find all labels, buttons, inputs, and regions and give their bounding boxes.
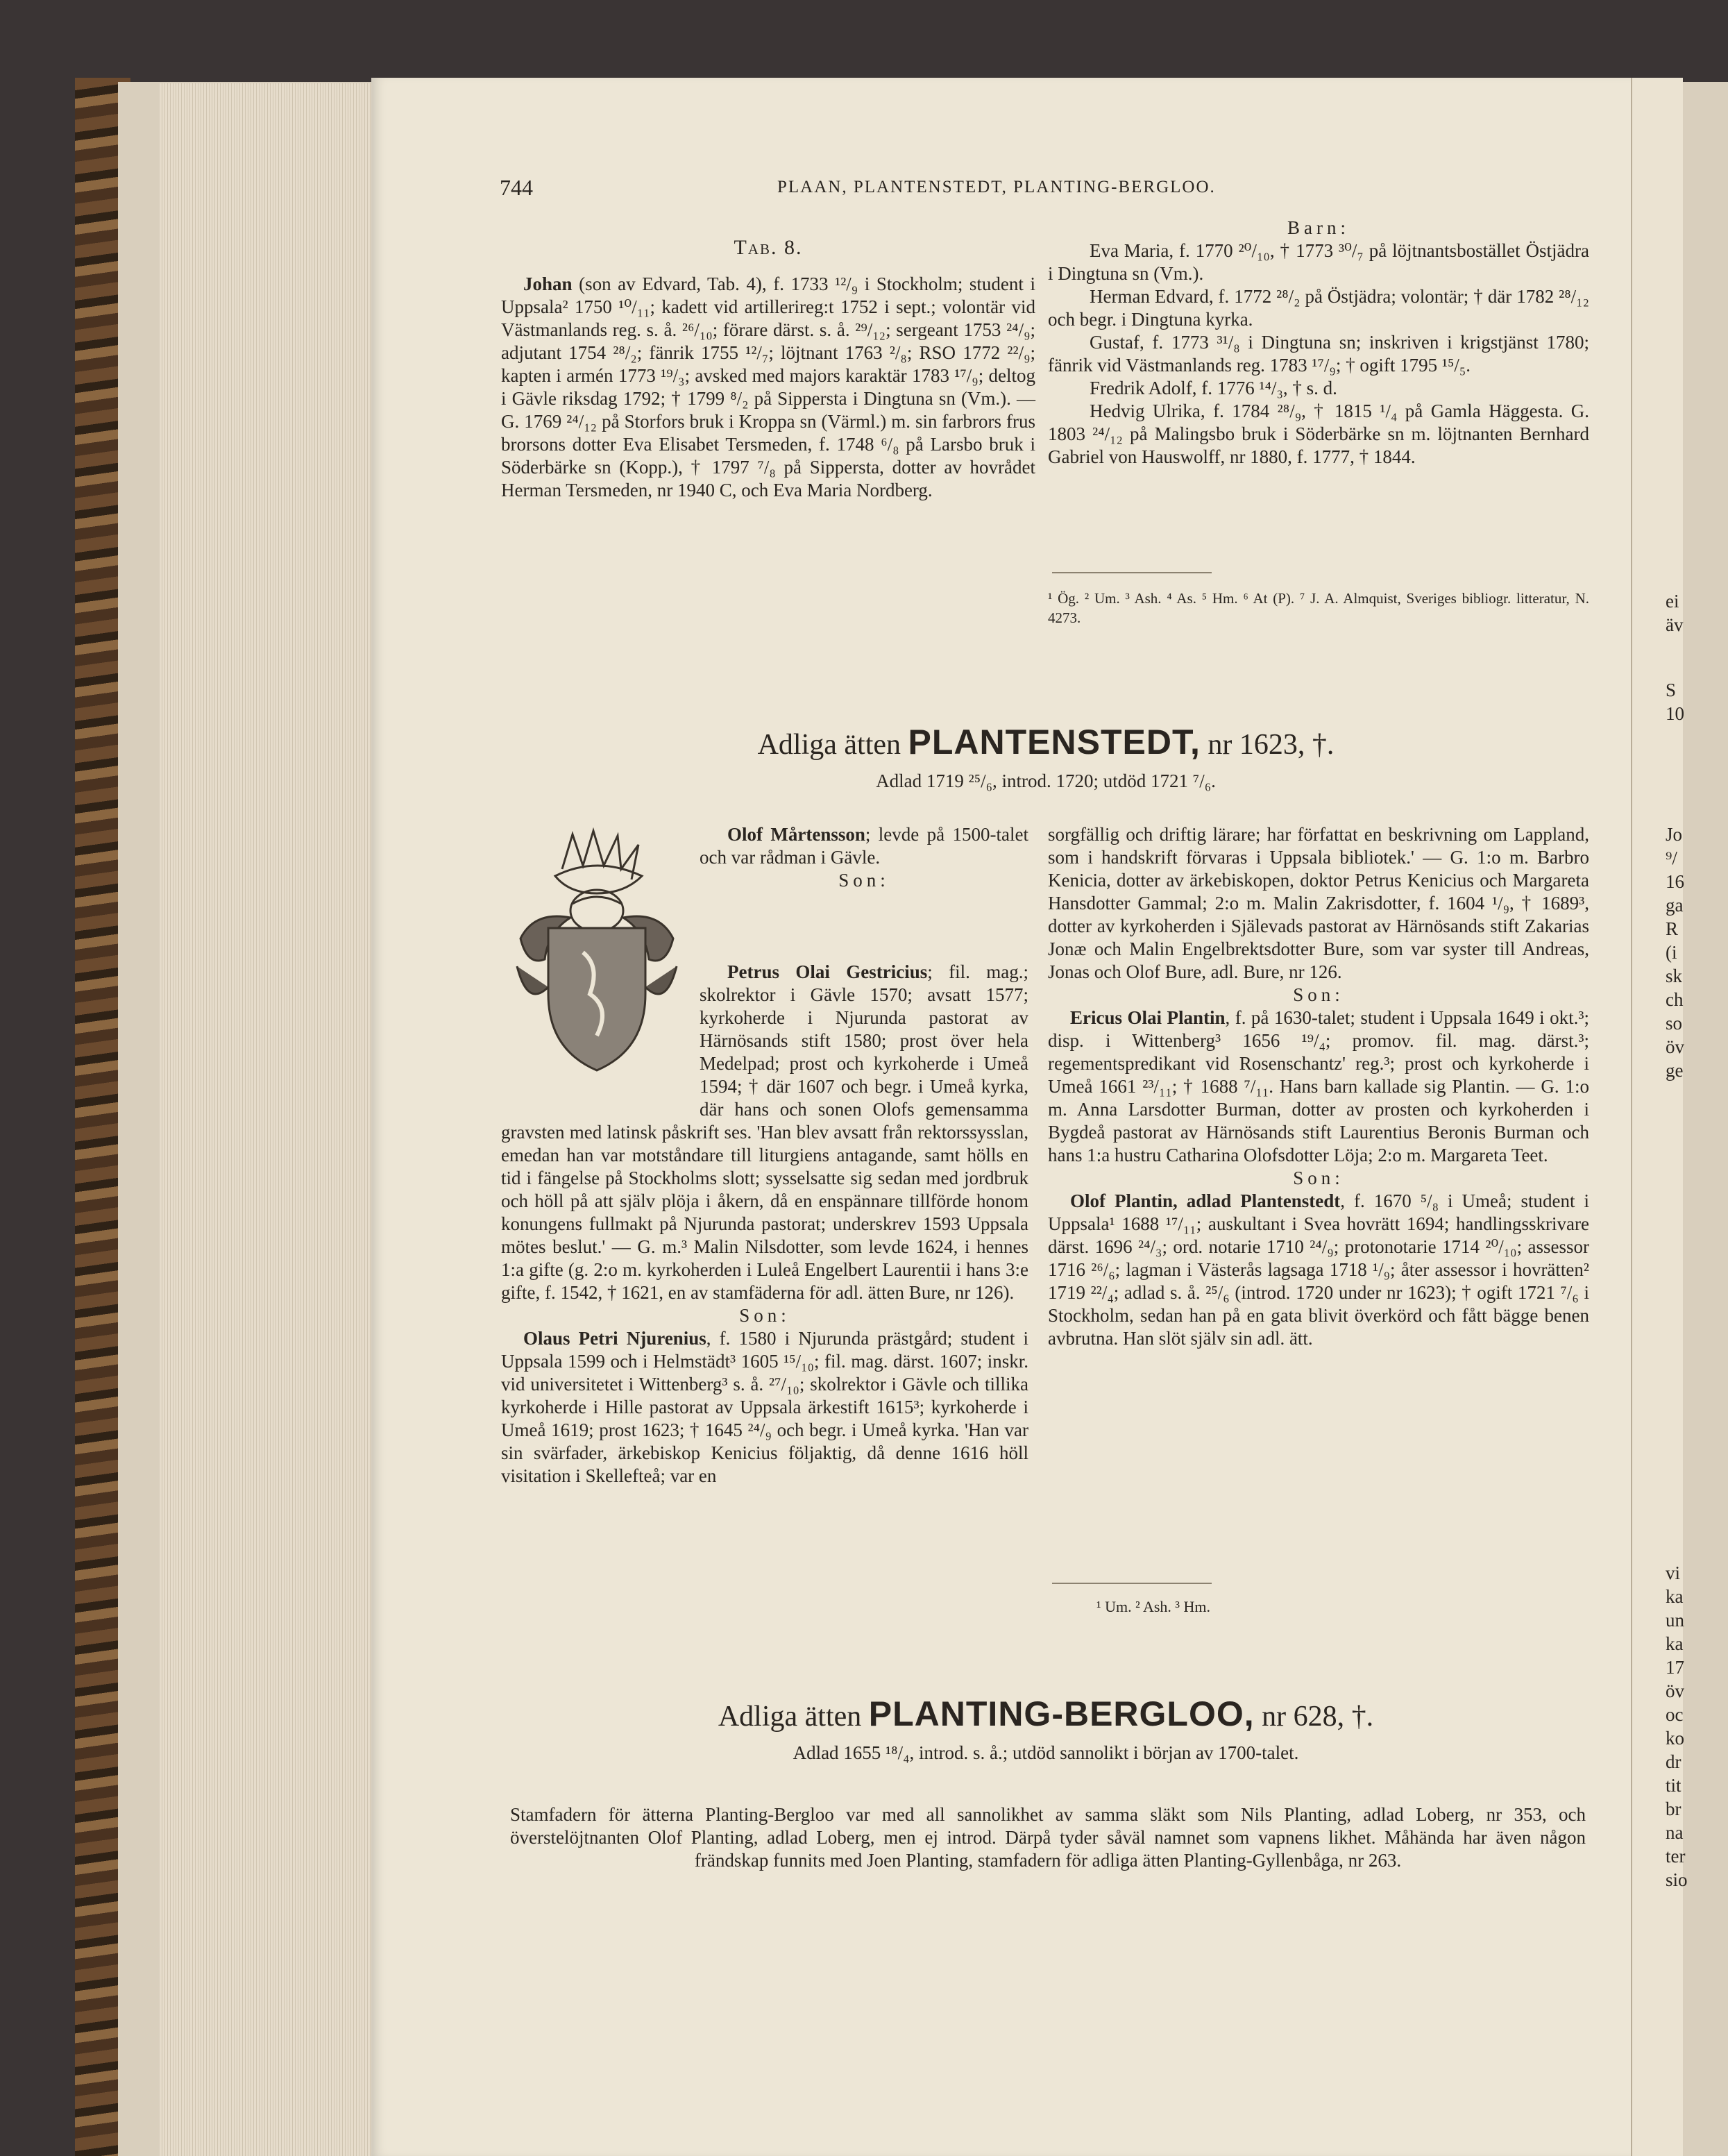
son3-heading: Son:	[1293, 984, 1344, 1005]
adjacent-fragment: (i	[1666, 942, 1677, 963]
adjacent-fragment: ka	[1666, 1586, 1684, 1607]
petrus-block	[501, 961, 1028, 1488]
barn-heading: Barn:	[1287, 217, 1350, 238]
olaus-name: Olaus Petri Njurenius	[523, 1328, 706, 1349]
plantenstedt-title-prefix: Adliga ätten	[757, 729, 901, 761]
ericus-name: Ericus Olai Plantin	[1070, 1007, 1226, 1028]
adjacent-fragment: R	[1666, 918, 1679, 939]
olaus-text: , f. 1580 i Njurunda prästgård; student i Uppsala 1599 och i Helmstädt³ 1605 ¹⁵/₁₀; fil. mag. därst. 1607; inskr. vid universitetet i Wittenberg³ s. å. ²⁷/₁₀; skolrektor i Gävle och tillika kyrkoherde i Hille pastorat av Uppsala ärkestift 1615³; kyrkoherde i Umeå 1619; prost 1623; † 1645 ²⁴/₉ och begr. i Umeå kyrka. 'Han var sin svärfader, ärkebiskop Kenicius följaktig, då denne 1616 höll visitation i Skellefteå; var en	[501, 1328, 1028, 1486]
barn-footnote: ¹ Ög. ² Um. ³ Ash. ⁴ As. ⁵ Hm. ⁶ At (P). ⁷ J. A. Almquist, Sveriges bibliogr. litteratur, N. 4273.	[1048, 590, 1589, 626]
son2-heading: Son:	[739, 1305, 790, 1326]
bergloo-title-suffix: nr 628, †.	[1262, 1701, 1374, 1733]
child-4: Fredrik Adolf, f. 1776 ¹⁴/₃, † s. d.	[1090, 378, 1337, 398]
adjacent-fragment: ⁹/	[1666, 848, 1677, 868]
adjacent-fragment: vi	[1666, 1563, 1681, 1583]
tab8-heading: Tab. 8.	[734, 236, 803, 259]
olof-name: Olof Mårtensson	[727, 824, 865, 845]
adjacent-fragment: sk	[1666, 966, 1683, 986]
right-text-1: sorgfällig och driftig lärare; har författat en beskrivning om Lappland, som i handskrift förvaras i Uppsala bibliotek.' — G. 1:o m. Barbro Kenicia, dotter av ärkebiskopen, doktor Petrus Kenicius och Margareta Hansdotter Gammal; 2:o m. Malin Zakrisdotter, f. 1604 ¹/₉, † 1689³, dotter av kyrkoherden i Själevads pastorat av Härnösands stift Zakarias Jonæ och Malin Engelbrektsdotter Bure, som var syster till Andreas, Jonas och Olof Bure, adl. Bure, nr 126.	[1048, 824, 1589, 982]
son1-heading: Son:	[838, 870, 890, 891]
adjacent-fragment: ge	[1666, 1060, 1684, 1081]
bergloo-title-name: PLANTING-BERGLOO,	[868, 1694, 1255, 1733]
adjacent-fragment: ch	[1666, 989, 1684, 1010]
bergloo-heading	[501, 1694, 1591, 1764]
footnote-rule	[1052, 572, 1212, 573]
olof-martensson	[700, 823, 1028, 869]
plantenstedt-right	[1048, 823, 1589, 1350]
olofp-entry	[1048, 1190, 1589, 1350]
plantenstedt-title-suffix: nr 1623, †.	[1208, 729, 1335, 761]
child-5: Hedvig Ulrika, f. 1784 ²⁸/₉, † 1815 ¹/₄ på Gamla Häggesta. G. 1803 ²⁴/₁₂ på Malingsbo bruk i Söderbärke sn m. löjtnanten Bernhard Gabriel von Hauswolff, nr 1880, f. 1777, † 1844.	[1048, 401, 1589, 467]
plantenstedt-footnote: ¹ Um. ² Ash. ³ Hm.	[1096, 1598, 1211, 1615]
adjacent-fragment: sio	[1666, 1869, 1688, 1890]
running-title: PLAAN, PLANTENSTEDT, PLANTING-BERGLOO.	[777, 178, 1216, 196]
adjacent-fragment: ter	[1666, 1846, 1686, 1867]
adjacent-fragment: 10	[1666, 703, 1684, 724]
olofp-text: , f. 1670 ⁵/₈ i Umeå; student i Uppsala¹ 1688 ¹⁷/₁₁; auskultant i Svea hovrätt 1694; handlingsskrivare därst. 1696 ²⁴/₃; ord. notarie 1710 ²⁴/₉; protonotarie 1714 ²⁰/₁₀; assessor 1716 ²⁶/₆; lagman i Västerås lagsaga 1718 ¹/₉; åter assessor i hovrätten² 1719 ²²/₄; adlad s. å. ²⁵/₆ (introd. 1720 under nr 1623); † ogift 1721 ⁷/₆ i Stockholm, sedan han på en gata blivit överkörd och fått bägge benen avbrutna. Han slöt själv sin adl. ätt.	[1048, 1190, 1589, 1349]
adjacent-fragment: 16	[1666, 871, 1684, 892]
olaus-entry	[501, 1327, 1028, 1488]
child-2: Herman Edvard, f. 1772 ²⁸/₂ på Östjädra; volontär; † där 1782 ²⁸/₁₂ och begr. i Dingtuna kyrka.	[1048, 286, 1589, 330]
adjacent-fragment: ei	[1666, 591, 1679, 612]
tab8-block	[501, 236, 1035, 502]
adjacent-fragment: S	[1666, 680, 1677, 700]
plantenstedt-title-name: PLANTENSTEDT,	[908, 723, 1201, 761]
ericus-text: , f. på 1630-talet; student i Uppsala 1649 i okt.³; disp. i Wittenberg³ 1656 ¹⁹/₄; promov. fil. mag. därst.³; regementspredikant vid Rosenschantz' reg.³; prost och kyrkoherde i Umeå 1661 ²³/₁₁; † 1688 ⁷/₁₁. Hans barn kallade sig Plantin. — G. 1:o m. Anna Larsdotter Burman, dotter av prosten och kyrkoherden i Bygdeå pastorat av Härnösands stift Laurentius Beronis Burman och hans 1:a hustru Catharina Olofsdotter Löja; 2:o m. Margareta Teet.	[1048, 1007, 1590, 1165]
barn-block	[1048, 217, 1589, 469]
page-stack	[160, 83, 375, 2156]
adjacent-fragment: na	[1666, 1822, 1684, 1843]
child-1: Eva Maria, f. 1770 ²⁰/₁₀, † 1773 ³⁰/₇ på löjtnantsbostället Östjädra i Dingtuna sn (Vm.).	[1048, 240, 1589, 284]
plantenstedt-left-top	[700, 823, 1028, 892]
adjacent-fragment: ko	[1666, 1728, 1684, 1749]
bergloo-paragraph: Stamfadern för ätterna Planting-Bergloo var med all sannolikhet av samma släkt som Nils Planting, adlad Loberg, nr 353, och överstelöjtnanten Olof Planting, adlad Loberg, men ej introd. Därpå tyder såväl namnet som vapnens likhet. Måhända har även någon frändskap funnits med Joen Planting, stamfadern för adliga ätten Planting-Gyllenbåga, nr 263.	[510, 1804, 1586, 1871]
petrus-name: Petrus Olai Gestricius	[727, 961, 928, 982]
plantenstedt-subtitle: Adlad 1719 ²⁵/₆, introd. 1720; utdöd 1721 ⁷/₆.	[876, 770, 1216, 791]
petrus-text: ; fil. mag.; skolrektor i Gävle 1570; avsatt 1577; kyrkoherde i Njurunda pastorat av Härnösands stift 1580; prost över hela Medelpad; prost och kyrkoherde i Umeå 1594; † där 1607 och begr. i Umeå kyrka, där hans och sonen Olofs gemensamma gravsten med latinsk påskrift ses. 'Han blev avsatt från rektorssysslan, emedan han var motståndare till liturgiens antagande, samt hölls en tid i fängelse på Stockholms slott; sysselsatte sig sedan med jordbruk och höll på att själv plöja i åkern, då en enspännare tillförde honom konungens fullmakt på Njurunda pastorat; underskrev 1593 Uppsala mötes beslut.' — G. m.³ Malin Nilsdotter, som levde 1624, i hennes 1:a gifte (g. 2:o m. kyrkoherden i Luleå Engelbert Laurentii i hans 3:e gifte, f. 1542, † 1621, en av stamfäderna för adl. ätten Bure, nr 126).	[501, 961, 1028, 1303]
adjacent-fragment: ga	[1666, 895, 1684, 916]
adjacent-fragment: oc	[1666, 1704, 1684, 1725]
adjacent-fragment: un	[1666, 1610, 1684, 1631]
olof-text: ; levde på 1500-talet och var rådman i Gävle.	[700, 824, 1029, 868]
adjacent-fragment: äv	[1666, 614, 1684, 635]
bergloo-text	[510, 1803, 1586, 1872]
tab8-johan	[501, 273, 1035, 502]
adjacent-fragment: Jo	[1666, 824, 1683, 845]
adjacent-fragment: tit	[1666, 1775, 1682, 1796]
adjacent-fragment: so	[1666, 1013, 1683, 1034]
child-3: Gustaf, f. 1773 ³¹/₈ i Dingtuna sn; inskriven i krigstjänst 1780; fänrik vid Västmanlands reg. 1783 ¹⁷/₉; † ogift 1795 ¹⁵/₅.	[1048, 332, 1589, 376]
johan-text: (son av Edvard, Tab. 4), f. 1733 ¹²/₉ i Stockholm; student i Uppsala² 1750 ¹⁰/₁₁; kadett vid artillerireg:t 1752 i sept.; volontär vid Västmanlands reg. s. å. ²⁶/₁₀; förare därst. s. å. ²⁹/₁₂; sergeant 1753 ²⁴/₉; adjutant 1754 ²⁸/₂; fänrik 1755 ¹²/₇; löjtnant 1763 ²/₈; RSO 1772 ²²/₉; kapten i armén 1773 ¹⁹/₃; avsked med majors karaktär 1783 ¹⁷/₉; deltog i Gävle riksdag 1792; † 1799 ⁸/₂ på Sippersta i Dingtuna sn (Vm.). — G. 1769 ²⁴/₁₂ på Storfors bruk i Kroppa sn (Värml.) m. sin farbrors frus brorsons dotter Eva Elisabet Tersmeden, f. 1748 ⁶/₈ på Larsbo bruk i Söderbärke sn (Kopp.), † 1797 ⁷/₈ på Sippersta, dotter av hovrådet Herman Tersmeden, nr 1940 C, och Eva Maria Nordberg.	[501, 273, 1035, 500]
adjacent-fragment: dr	[1666, 1751, 1682, 1772]
footnote-rule-2	[1052, 1583, 1212, 1584]
adjacent-fragment: öv	[1666, 1036, 1684, 1057]
adjacent-fragment: br	[1666, 1799, 1682, 1819]
johan-name: Johan	[523, 273, 573, 294]
bergloo-subtitle: Adlad 1655 ¹⁸/₄, introd. s. å.; utdöd sannolikt i början av 1700-talet.	[793, 1742, 1299, 1763]
ericus-entry	[1048, 1007, 1589, 1167]
arms-spacer	[501, 961, 700, 1100]
olofp-name: Olof Plantin, adlad Plantenstedt	[1070, 1190, 1341, 1211]
adjacent-fragment: öv	[1666, 1681, 1684, 1701]
page-number: 744	[500, 175, 533, 200]
bergloo-title-prefix: Adliga ätten	[718, 1701, 862, 1733]
plantenstedt-heading	[501, 722, 1591, 792]
son4-heading: Son:	[1293, 1168, 1344, 1188]
adjacent-fragment: 17	[1666, 1657, 1684, 1678]
petrus-entry	[501, 961, 1028, 1304]
adjacent-fragment: ka	[1666, 1633, 1684, 1654]
